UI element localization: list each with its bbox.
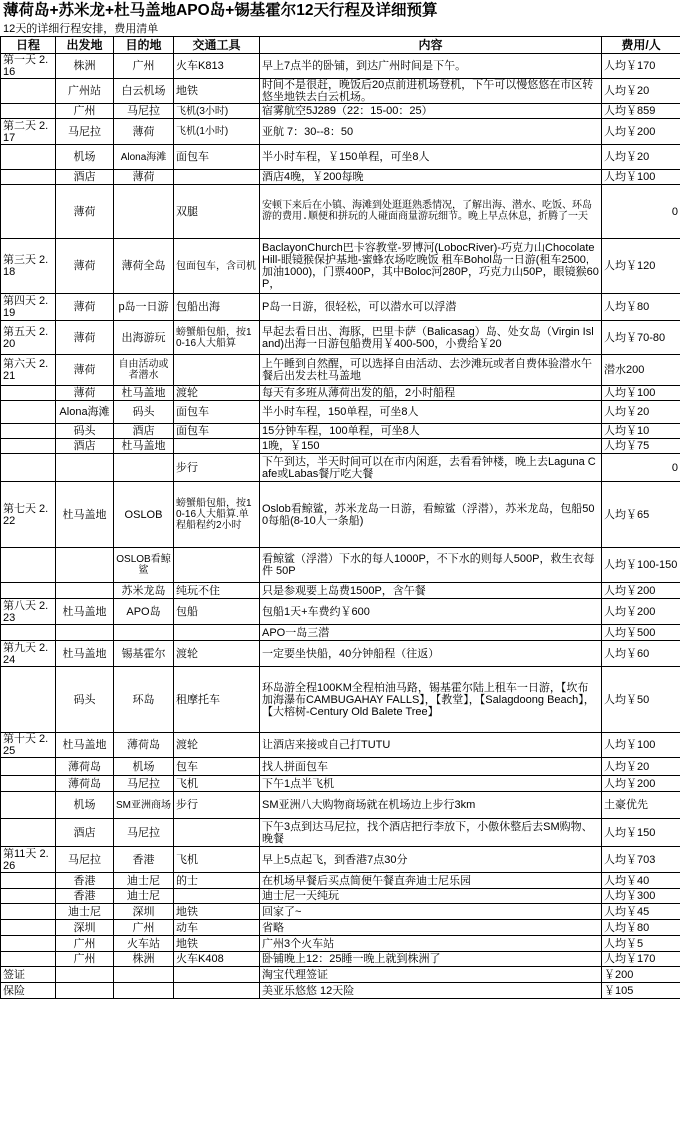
transport-cell: 纯玩不住	[174, 583, 260, 599]
transport-cell	[174, 889, 260, 904]
to-cell: 杜马盖地	[114, 386, 174, 401]
day-cell	[1, 424, 56, 439]
table-row	[1, 819, 680, 847]
day-cell	[1, 583, 56, 599]
from-cell: 杜马盖地	[56, 641, 114, 667]
day-cell	[1, 758, 56, 776]
content-cell: 看鲸鲨（浮潜）下水的每人1000P，不下水的则每人500P，救生衣每件 50P	[260, 548, 602, 583]
transport-cell	[174, 170, 260, 185]
content-cell: 早起去看日出、海豚，巴里卡萨（Balicasag）岛、处女岛（Virgin Island)出海一日游包船费用￥400-500，小费给￥20	[260, 321, 602, 355]
table-row	[1, 482, 680, 548]
content-cell: 早上7点半的卧铺，到达广州时间是下午。	[260, 54, 602, 79]
to-cell: APO岛	[114, 599, 174, 625]
content-cell: 淘宝代理签证	[260, 967, 602, 983]
from-cell: 薄荷	[56, 321, 114, 355]
transport-cell: 渡轮	[174, 733, 260, 758]
table-row	[1, 239, 680, 294]
day-cell	[1, 936, 56, 952]
transport-cell	[174, 355, 260, 386]
cost-cell: 人均￥20	[602, 79, 680, 104]
day-cell	[1, 776, 56, 792]
day-cell	[1, 170, 56, 185]
header-to: 目的地	[114, 37, 174, 54]
transport-cell: 渡轮	[174, 386, 260, 401]
cost-cell: ￥200	[602, 967, 680, 983]
to-cell: 苏米龙岛	[114, 583, 174, 599]
table-row	[1, 983, 680, 999]
from-cell: 广州站	[56, 79, 114, 104]
table-row	[1, 952, 680, 967]
day-cell	[1, 401, 56, 424]
from-cell: 薄荷	[56, 355, 114, 386]
day-cell	[1, 792, 56, 819]
transport-cell	[174, 625, 260, 641]
table-row	[1, 873, 680, 889]
from-cell: 马尼拉	[56, 847, 114, 873]
table-row	[1, 920, 680, 936]
to-cell: OSLOB	[114, 482, 174, 548]
table-row	[1, 548, 680, 583]
content-cell: 宿雾航空5J289（22：15-00：25）	[260, 104, 602, 119]
table-row	[1, 424, 680, 439]
to-cell: 自由活动或者潜水	[114, 355, 174, 386]
cost-cell: 人均￥100	[602, 170, 680, 185]
cost-cell: 人均￥50	[602, 667, 680, 733]
cost-cell: 人均￥45	[602, 904, 680, 920]
day-cell	[1, 386, 56, 401]
to-cell: 杜马盖地	[114, 439, 174, 454]
to-cell: 马尼拉	[114, 819, 174, 847]
from-cell: 香港	[56, 873, 114, 889]
table-row	[1, 439, 680, 454]
from-cell	[56, 548, 114, 583]
day-cell	[1, 920, 56, 936]
from-cell: 酒店	[56, 819, 114, 847]
to-cell: 火车站	[114, 936, 174, 952]
from-cell: 广州	[56, 936, 114, 952]
to-cell: 广州	[114, 54, 174, 79]
content-cell: 一定要坐快船，40分钟船程（往返）	[260, 641, 602, 667]
to-cell: 深圳	[114, 904, 174, 920]
day-cell	[1, 185, 56, 239]
day-cell	[1, 667, 56, 733]
from-cell: 码头	[56, 667, 114, 733]
table-row	[1, 641, 680, 667]
from-cell: 薄荷	[56, 294, 114, 321]
from-cell	[56, 625, 114, 641]
cost-cell: 人均￥10	[602, 424, 680, 439]
content-cell: 在机场早餐后买点简便午餐直奔迪士尼乐园	[260, 873, 602, 889]
table-row	[1, 79, 680, 104]
day-cell: 第三天 2.18	[1, 239, 56, 294]
from-cell: 杜马盖地	[56, 733, 114, 758]
to-cell: 广州	[114, 920, 174, 936]
transport-cell: 螃蟹船包船，按10-16人大船算.单程船程约2小时	[174, 482, 260, 548]
table-row	[1, 776, 680, 792]
to-cell: 白云机场	[114, 79, 174, 104]
table-row	[1, 119, 680, 145]
day-cell	[1, 904, 56, 920]
to-cell: 环岛	[114, 667, 174, 733]
cost-cell: 人均￥80	[602, 920, 680, 936]
from-cell: 薄荷岛	[56, 758, 114, 776]
day-cell	[1, 454, 56, 482]
table-row	[1, 54, 680, 79]
to-cell: 株洲	[114, 952, 174, 967]
table-row	[1, 583, 680, 599]
from-cell: 薄荷	[56, 239, 114, 294]
to-cell	[114, 967, 174, 983]
transport-cell: 螃蟹船包船，按10-16人大船算	[174, 321, 260, 355]
content-cell: 省略	[260, 920, 602, 936]
content-cell: 迪士尼一天纯玩	[260, 889, 602, 904]
table-row	[1, 355, 680, 386]
content-cell: BaclayonChurch巴卡容教堂-罗博河(LobocRiver)-巧克力山ChocolateHill-眼镜猴保护基地-蜜蜂农场吃晚饭 租车Bohol岛一日游(租车2500, 加油1000)，门票400P，其中Boloc河280P，巧克力山50P，眼镜猴60P，	[260, 239, 602, 294]
transport-cell	[174, 983, 260, 999]
from-cell: 杜马盖地	[56, 599, 114, 625]
content-cell: 下午1点半飞机	[260, 776, 602, 792]
transport-cell: 包面包车，含司机	[174, 239, 260, 294]
table-row	[1, 625, 680, 641]
to-cell: 薄荷岛	[114, 733, 174, 758]
from-cell: 薄荷	[56, 185, 114, 239]
cost-cell: 人均￥170	[602, 952, 680, 967]
cost-cell: 人均￥20	[602, 145, 680, 170]
content-cell: 回家了~	[260, 904, 602, 920]
table-row	[1, 667, 680, 733]
content-cell: 1晚，￥150	[260, 439, 602, 454]
to-cell: 马尼拉	[114, 776, 174, 792]
table-row	[1, 104, 680, 119]
content-cell: 下午3点到达马尼拉，找个酒店把行李放下，小傲休整后去SM购物、晚餐	[260, 819, 602, 847]
content-cell: 上午睡到自然醒，可以选择自由活动、去沙滩玩或者自费体验潜水午餐后出发去杜马盖地	[260, 355, 602, 386]
cost-cell: 人均￥40	[602, 873, 680, 889]
itinerary-table	[0, 36, 680, 999]
content-cell: 酒店4晚，￥200每晚	[260, 170, 602, 185]
day-cell: 第六天 2.21	[1, 355, 56, 386]
header-day: 日程	[1, 37, 56, 54]
cost-cell: 人均￥20	[602, 401, 680, 424]
cost-cell: 人均￥170	[602, 54, 680, 79]
to-cell: 码头	[114, 401, 174, 424]
transport-cell	[174, 967, 260, 983]
to-cell: 迪士尼	[114, 889, 174, 904]
to-cell: 机场	[114, 758, 174, 776]
page-title: 薄荷岛+苏米龙+杜马盖地APO岛+锡基霍尔12天行程及详细预算	[3, 2, 438, 19]
cost-cell: 土豪优先	[602, 792, 680, 819]
transport-cell: 包船出海	[174, 294, 260, 321]
cost-cell: 人均￥150	[602, 819, 680, 847]
to-cell	[114, 983, 174, 999]
from-cell: 酒店	[56, 170, 114, 185]
cost-cell: ￥105	[602, 983, 680, 999]
cost-cell: 人均￥100-150	[602, 548, 680, 583]
content-cell: 时间不是很赶，晚饭后20点前进机场登机，下午可以慢悠悠在市区转悠坐地铁去白云机场。	[260, 79, 602, 104]
cost-cell: 人均￥5	[602, 936, 680, 952]
table-row	[1, 321, 680, 355]
cost-cell: 人均￥100	[602, 733, 680, 758]
day-cell: 第八天 2.23	[1, 599, 56, 625]
content-cell: 亚航 7：30--8：50	[260, 119, 602, 145]
day-cell: 第二天 2.17	[1, 119, 56, 145]
table-row	[1, 185, 680, 239]
content-cell: 每天有多班从薄荷出发的船，2小时船程	[260, 386, 602, 401]
cost-cell: 人均￥65	[602, 482, 680, 548]
transport-cell: 包船	[174, 599, 260, 625]
day-cell: 第十天 2.25	[1, 733, 56, 758]
table-row	[1, 792, 680, 819]
table-row	[1, 889, 680, 904]
from-cell: 迪士尼	[56, 904, 114, 920]
day-cell	[1, 104, 56, 119]
transport-cell: 面包车	[174, 401, 260, 424]
content-cell: 美亚乐悠悠 12天险	[260, 983, 602, 999]
from-cell	[56, 967, 114, 983]
from-cell: 薄荷岛	[56, 776, 114, 792]
cost-cell: 0	[602, 185, 680, 239]
transport-cell: 动车	[174, 920, 260, 936]
content-cell: 下午到达，半天时间可以在市内闲逛，去看看钟楼，晚上去Laguna Cafe或Labas餐厅吃大餐	[260, 454, 602, 482]
from-cell	[56, 583, 114, 599]
content-cell: 卧铺晚上12：25睡一晚上就到株洲了	[260, 952, 602, 967]
day-cell	[1, 79, 56, 104]
cost-cell: 人均￥300	[602, 889, 680, 904]
cost-cell: 人均￥100	[602, 386, 680, 401]
to-cell	[114, 454, 174, 482]
from-cell: 广州	[56, 952, 114, 967]
to-cell: p岛一日游	[114, 294, 174, 321]
from-cell: 香港	[56, 889, 114, 904]
transport-cell: 面包车	[174, 424, 260, 439]
cost-cell: 人均￥70-80	[602, 321, 680, 355]
table-row	[1, 599, 680, 625]
to-cell: 薄荷	[114, 170, 174, 185]
transport-cell: 火车K408	[174, 952, 260, 967]
cost-cell: 人均￥200	[602, 583, 680, 599]
content-cell: 环岛游全程100KM全程柏油马路，锡基霍尔陆上租车一日游，【坎布加海瀑布CAMBUGAHAY FALLS】，【教堂】，【Salagdoong Beach】，【大榕树-Century Old Balete Tree】	[260, 667, 602, 733]
transport-cell: 飞机(1小时)	[174, 119, 260, 145]
table-row	[1, 758, 680, 776]
cost-cell: 潜水200	[602, 355, 680, 386]
to-cell: 迪士尼	[114, 873, 174, 889]
day-cell: 第四天 2.19	[1, 294, 56, 321]
day-cell: 第11天 2.26	[1, 847, 56, 873]
from-cell	[56, 983, 114, 999]
content-cell: Oslob看鲸鲨，苏米龙岛一日游，看鲸鲨（浮潜），苏米龙岛，包船500每船(8-10人一条船)	[260, 482, 602, 548]
header-transport: 交通工具	[174, 37, 260, 54]
table-row	[1, 904, 680, 920]
transport-cell: 飞机	[174, 847, 260, 873]
content-cell: 半小时车程，￥150单程，可坐8人	[260, 145, 602, 170]
day-cell	[1, 439, 56, 454]
from-cell: 酒店	[56, 439, 114, 454]
table-row	[1, 170, 680, 185]
table-row	[1, 454, 680, 482]
day-cell: 签证	[1, 967, 56, 983]
day-cell: 第五天 2.20	[1, 321, 56, 355]
from-cell: 机场	[56, 792, 114, 819]
day-cell	[1, 889, 56, 904]
to-cell: 薄荷	[114, 119, 174, 145]
to-cell: SM亚洲商场	[114, 792, 174, 819]
transport-cell: 飞机(3小时)	[174, 104, 260, 119]
cost-cell: 人均￥859	[602, 104, 680, 119]
day-cell	[1, 145, 56, 170]
transport-cell: 地铁	[174, 936, 260, 952]
table-row	[1, 386, 680, 401]
to-cell: Alona海滩	[114, 145, 174, 170]
transport-cell: 地铁	[174, 79, 260, 104]
from-cell: 深圳	[56, 920, 114, 936]
header-cost: 费用/人	[602, 37, 680, 54]
transport-cell: 步行	[174, 792, 260, 819]
table-row	[1, 145, 680, 170]
to-cell: 锡基霍尔	[114, 641, 174, 667]
cost-cell: 人均￥120	[602, 239, 680, 294]
day-cell: 第一天 2.16	[1, 54, 56, 79]
cost-cell: 0	[602, 454, 680, 482]
page-subtitle: 12天的详细行程安排，费用清单	[3, 23, 159, 35]
from-cell: 株洲	[56, 54, 114, 79]
content-cell: 安顿下来后在小镇、海滩到处逛逛熟悉情况，了解出海、潜水、吃饭、环岛游的费用.顺便和拼玩的人碰面商量游玩细节。晚上早点休息，折腾了一天	[260, 185, 602, 239]
from-cell: 码头	[56, 424, 114, 439]
to-cell: 香港	[114, 847, 174, 873]
to-cell	[114, 625, 174, 641]
day-cell	[1, 819, 56, 847]
table-row	[1, 733, 680, 758]
table-row	[1, 967, 680, 983]
day-cell: 第七天 2.22	[1, 482, 56, 548]
day-cell	[1, 952, 56, 967]
content-cell: 找人拼面包车	[260, 758, 602, 776]
day-cell	[1, 625, 56, 641]
to-cell: OSLOB看鲸鲨	[114, 548, 174, 583]
from-cell: 薄荷	[56, 386, 114, 401]
transport-cell: 面包车	[174, 145, 260, 170]
content-cell: P岛一日游，很轻松，可以潜水可以浮潜	[260, 294, 602, 321]
cost-cell: 人均￥80	[602, 294, 680, 321]
transport-cell	[174, 548, 260, 583]
header-content: 内容	[260, 37, 602, 54]
content-cell: 15分钟车程，100单程，可坐8人	[260, 424, 602, 439]
to-cell: 酒店	[114, 424, 174, 439]
content-cell: 包船1天+车费约￥600	[260, 599, 602, 625]
to-cell: 马尼拉	[114, 104, 174, 119]
day-cell	[1, 548, 56, 583]
content-cell: 半小时车程，150单程，可坐8人	[260, 401, 602, 424]
content-cell: 广州3个火车站	[260, 936, 602, 952]
transport-cell: 地铁	[174, 904, 260, 920]
transport-cell: 火车K813	[174, 54, 260, 79]
cost-cell: 人均￥500	[602, 625, 680, 641]
from-cell: 广州	[56, 104, 114, 119]
content-cell: 只是参观要上岛费1500P，含午餐	[260, 583, 602, 599]
from-cell: 机场	[56, 145, 114, 170]
cost-cell: 人均￥75	[602, 439, 680, 454]
transport-cell: 渡轮	[174, 641, 260, 667]
content-cell: APO一岛三潜	[260, 625, 602, 641]
transport-cell: 飞机	[174, 776, 260, 792]
to-cell: 薄荷全岛	[114, 239, 174, 294]
from-cell	[56, 454, 114, 482]
to-cell	[114, 185, 174, 239]
content-cell: SM亚洲八大购物商场就在机场边上步行3km	[260, 792, 602, 819]
transport-cell: 的士	[174, 873, 260, 889]
day-cell	[1, 873, 56, 889]
day-cell: 第九天 2.24	[1, 641, 56, 667]
to-cell: 出海游玩	[114, 321, 174, 355]
cost-cell: 人均￥20	[602, 758, 680, 776]
header-from: 出发地	[56, 37, 114, 54]
from-cell: Alona海滩	[56, 401, 114, 424]
table-row	[1, 401, 680, 424]
cost-cell: 人均￥200	[602, 119, 680, 145]
day-cell: 保险	[1, 983, 56, 999]
header-row	[1, 37, 680, 54]
transport-cell: 步行	[174, 454, 260, 482]
table-row	[1, 847, 680, 873]
transport-cell	[174, 439, 260, 454]
from-cell: 杜马盖地	[56, 482, 114, 548]
content-cell: 早上5点起飞，到香港7点30分	[260, 847, 602, 873]
content-cell: 让酒店来接或自己打TUTU	[260, 733, 602, 758]
table-row	[1, 936, 680, 952]
transport-cell: 双腿	[174, 185, 260, 239]
transport-cell: 租摩托车	[174, 667, 260, 733]
transport-cell: 包车	[174, 758, 260, 776]
transport-cell	[174, 819, 260, 847]
cost-cell: 人均￥200	[602, 599, 680, 625]
from-cell: 马尼拉	[56, 119, 114, 145]
cost-cell: 人均￥60	[602, 641, 680, 667]
cost-cell: 人均￥703	[602, 847, 680, 873]
table-row	[1, 294, 680, 321]
cost-cell: 人均￥200	[602, 776, 680, 792]
